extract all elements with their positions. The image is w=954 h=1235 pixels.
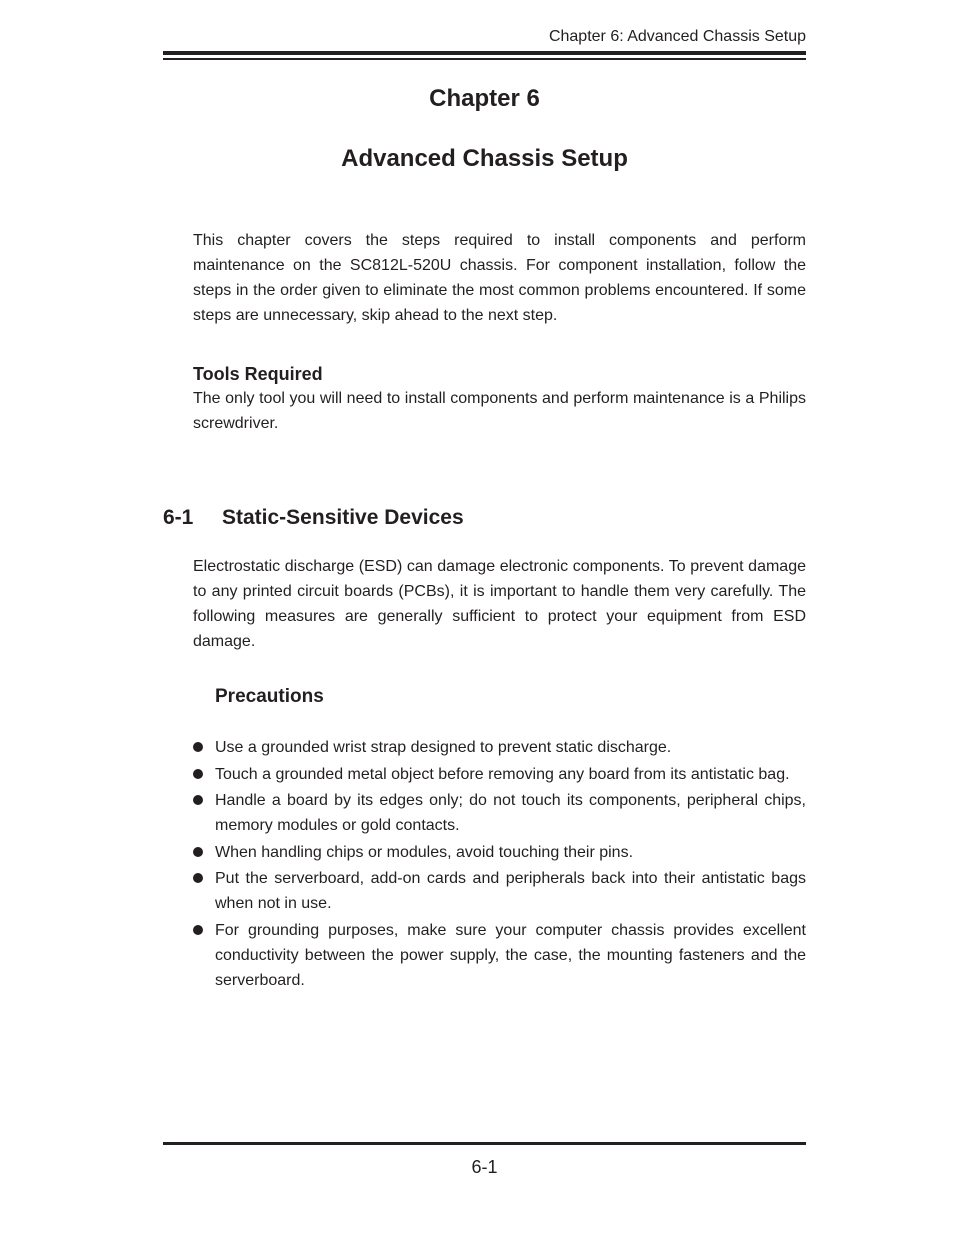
bullet-icon xyxy=(193,742,203,752)
section-number: 6-1 xyxy=(163,506,194,529)
section-paragraph: Electrostatic discharge (ESD) can damage electronic components. To prevent damage to any printed circuit boards (PCBs), it is important to handle them very carefully. The following measures are generally sufficient to protect your equipment from ESD damage. xyxy=(193,558,806,650)
list-item xyxy=(193,840,806,865)
running-head: Chapter 6: Advanced Chassis Setup xyxy=(548,28,806,45)
section-title: Static-Sensitive Devices xyxy=(222,506,464,529)
bullet-icon xyxy=(193,925,203,935)
list-item xyxy=(193,918,806,993)
list-item-text: When handling chips or modules, avoid touching their pins. xyxy=(215,843,634,861)
page-number: 6-1 xyxy=(471,1157,498,1177)
bullet-icon xyxy=(193,795,203,805)
footer-rule xyxy=(163,1142,806,1145)
precautions-heading: Precautions xyxy=(215,686,324,707)
list-item-text: Use a grounded wrist strap designed to prevent static discharge. xyxy=(215,739,672,756)
list-item-text: For grounding purposes, make sure your computer chassis provides excellent conductivity between the power supply, the case, the mounting fasteners and the serverboard. xyxy=(215,921,806,989)
section-heading xyxy=(163,505,464,531)
list-item-text: Handle a board by its edges only; do not touch its components, peripheral chips, memory modules or gold contacts. xyxy=(215,792,806,834)
list-item-text: Put the serverboard, add-on cards and peripherals back into their antistatic bags when not in use. xyxy=(215,870,806,912)
list-item-text: Touch a grounded metal object before removing any board from its antistatic bag. xyxy=(215,765,790,783)
bullet-icon xyxy=(193,769,203,779)
list-item xyxy=(193,735,806,760)
intro-paragraph: This chapter covers the steps required to install components and perform maintenance on the SC812L-520U chassis. For component installation, follow the steps in the order given to eliminate the most common problems encountered. If some steps are unnecessary, skip ahead to the next step. xyxy=(193,232,806,324)
header-rule-thick xyxy=(163,51,806,55)
chapter-title: Advanced Chassis Setup xyxy=(341,145,628,172)
chapter-label: Chapter 6 xyxy=(429,85,540,112)
precautions-list xyxy=(193,735,806,994)
bullet-icon xyxy=(193,873,203,883)
list-item xyxy=(193,788,806,838)
tools-required-heading: Tools Required xyxy=(193,364,323,384)
list-item xyxy=(193,866,806,916)
header-rule-thin xyxy=(163,58,806,60)
list-item xyxy=(193,762,806,787)
bullet-icon xyxy=(193,847,203,857)
tools-required-paragraph: The only tool you will need to install components and perform maintenance is a Philips screwdriver. xyxy=(193,390,806,432)
